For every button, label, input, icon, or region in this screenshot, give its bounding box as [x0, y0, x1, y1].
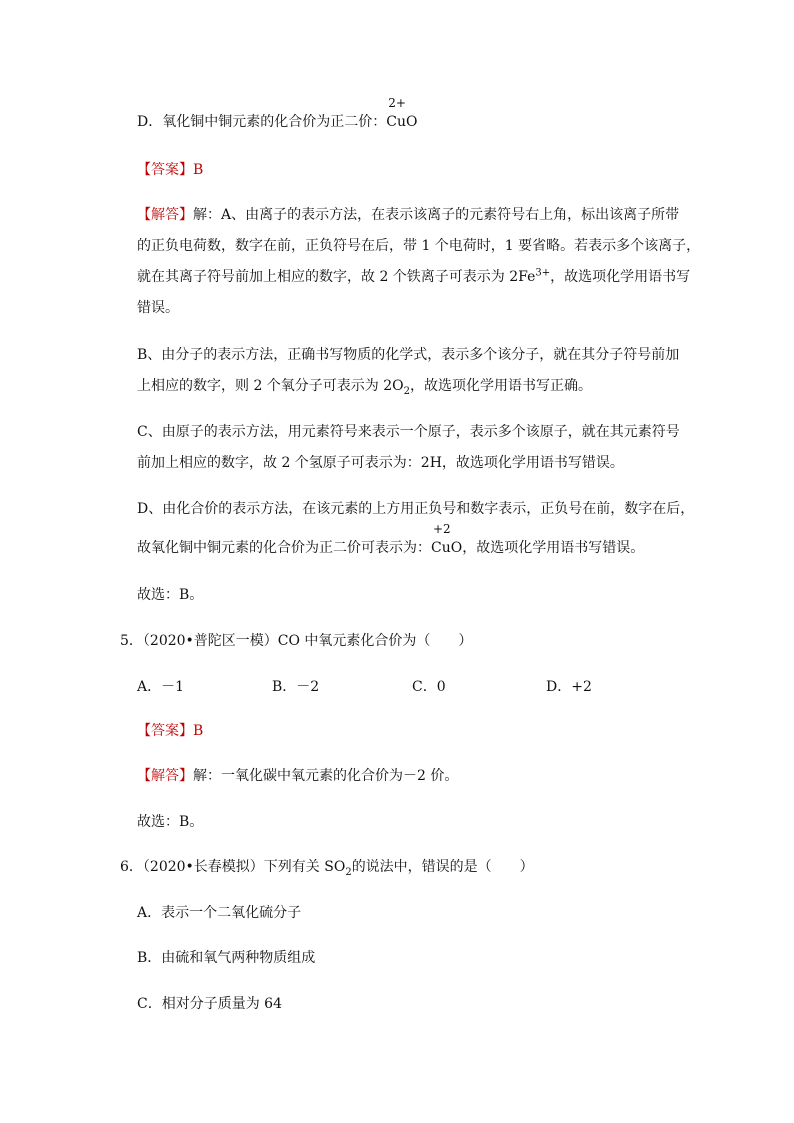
explain-text: ，故选项化学用语书写: [550, 269, 691, 285]
so2-subscript: 2: [345, 866, 352, 878]
answer-value: B: [193, 723, 204, 739]
explain-text: 就在其离子符号前加上相应的数字，故 2 个铁离子可表示为 2Fe: [137, 269, 536, 285]
cuo-formula: CuO: [431, 540, 463, 556]
explain-text: 故氧化铜中铜元素的化合价为正二价可表示为：: [137, 540, 431, 556]
q4-choose: 故选：B。: [137, 587, 204, 603]
explain-text: ，故选项化学用语书写错误。: [462, 540, 645, 556]
q5-explain: [137, 766, 458, 786]
q4-explain-d2: [137, 522, 645, 558]
q5-stem: 5．（2020•普陀区一模）CO 中氧元素化合价为（ ）: [120, 633, 473, 649]
q4-explain-b2: [137, 376, 592, 396]
answer-value: B: [193, 162, 204, 178]
q5-choose: 故选：B。: [137, 814, 204, 830]
cuo-valence-formula: [386, 96, 418, 132]
explain-label: 【解答】: [137, 207, 193, 223]
q4-explain-a3: [137, 267, 690, 287]
answer-label: 【答案】: [137, 162, 193, 178]
q4-explain-c2: 前加上相应的数字，故 2 个氢原子可表示为：2H，故选项化学用语书写错误。: [137, 455, 624, 471]
cuo-formula: CuO: [386, 114, 418, 130]
answer-label: 【答案】: [137, 723, 193, 739]
q5-option-c: C．0: [412, 679, 446, 695]
explain-text: 解：一氧化碳中氧元素的化合价为－2 价。: [193, 768, 459, 784]
q5-option-b: B．－2: [272, 679, 320, 695]
cuo-valence-sup: +2: [433, 522, 451, 536]
explain-text: 解：A、由离子的表示方法，在表示该离子的元素符号右上角，标出该离子所带: [193, 207, 680, 223]
q6-option-b: B．由硫和氧气两种物质组成: [137, 950, 316, 966]
q5-answer: [137, 721, 203, 741]
q4-answer: [137, 160, 203, 180]
cuo-valence-formula: [431, 522, 463, 558]
question-text: 的说法中，错误的是（ ）: [351, 859, 534, 875]
q6-stem: [120, 857, 534, 877]
q4-explain-c1: C、由原子的表示方法，用元素符号来表示一个原子，表示多个该原子，就在其元素符号: [137, 424, 680, 440]
q5-option-d: D．+2: [546, 679, 592, 695]
q6-option-c: C．相对分子质量为 64: [137, 996, 282, 1012]
explain-text: ，故选项化学用语书写正确。: [410, 378, 593, 394]
q4-option-d-text: D．氧化铜中铜元素的化合价为正二价：: [137, 114, 387, 130]
q6-option-a: A．表示一个二氧化硫分子: [137, 905, 302, 921]
explain-label: 【解答】: [137, 768, 193, 784]
cuo-valence-sup: 2+: [388, 96, 406, 110]
q4-option-d: [137, 96, 418, 132]
fe-charge-sup: 3+: [535, 267, 551, 279]
q4-explain-b1: B、由分子的表示方法，正确书写物质的化学式，表示多个该分子，就在其分子符号前加: [137, 347, 680, 363]
explain-text: 上相应的数字，则 2 个氧分子可表示为 2O: [137, 378, 404, 394]
o2-subscript: 2: [403, 385, 411, 397]
q4-explain-a4: 错误。: [137, 300, 179, 316]
question-text: 6．（2020•长春模拟）下列有关 SO: [120, 859, 346, 875]
q4-explain-a1: [137, 205, 679, 225]
q4-explain-d1: D、由化合价的表示方法，在该元素的上方用正负号和数字表示，正负号在前，数字在后，: [137, 501, 695, 517]
q5-option-a: A．－1: [137, 679, 185, 695]
q4-explain-a2: 的正负电荷数，数字在前，正负符号在后，带 1 个电荷时，1 要省略。若表示多个该离子，: [137, 238, 701, 254]
